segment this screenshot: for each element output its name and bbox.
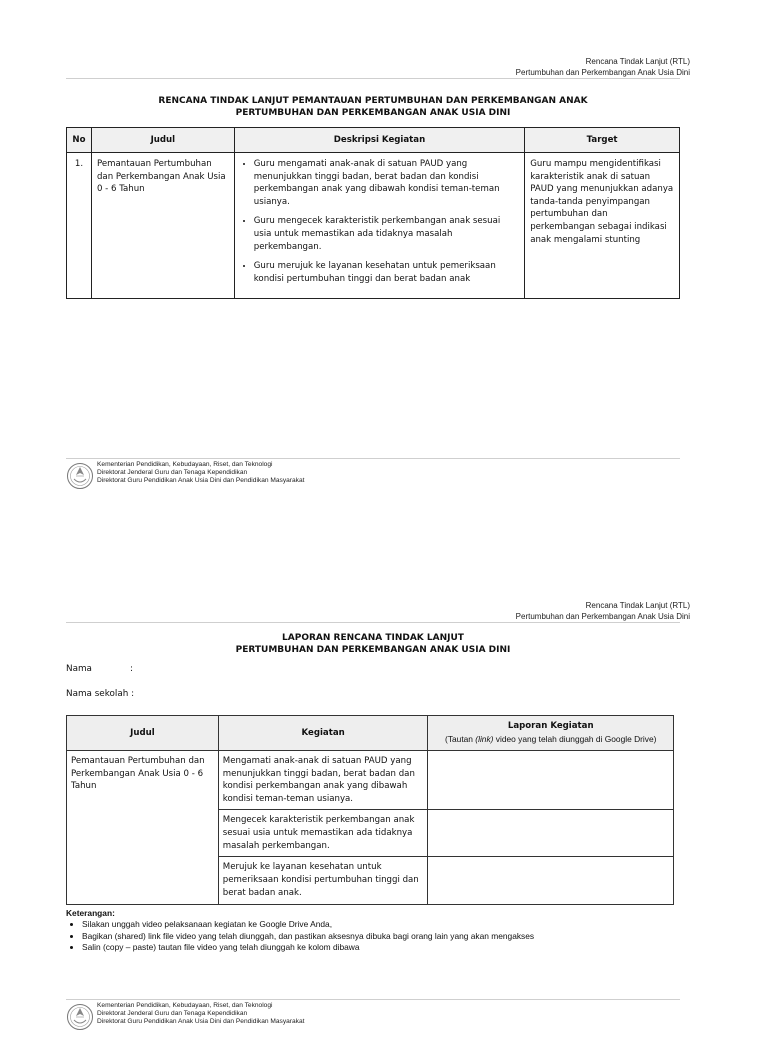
row-judul: Pemantauan Pertumbuhan dan Perkembangan Anak Usia 0 - 6 Tahun: [91, 153, 234, 299]
keterangan-item: • Silakan unggah video pelaksanaan kegiatan ke Google Drive Anda,: [82, 919, 680, 930]
page1-title-line2: PERTUMBUHAN DAN PERKEMBANGAN ANAK USIA DINI: [235, 108, 511, 118]
rtl-table-header-row: [67, 128, 680, 153]
keterangan-label: Keterangan:: [66, 908, 115, 918]
page2-header-line2: Pertumbuhan dan Perkembangan Anak Usia Dini: [515, 612, 690, 621]
footer-line1: Kementerian Pendidikan, Kebudayaan, Riset, dan Teknologi: [97, 1002, 273, 1009]
table-row: [67, 153, 680, 299]
page2-title-line1: LAPORAN RENCANA TINDAK LANJUT: [282, 633, 464, 643]
keterangan-item: • Salin (copy – paste) tautan file video yang telah diunggah ke kolom dibawa: [82, 942, 680, 953]
row-deskripsi: [234, 153, 524, 299]
page1-header-line2: Pertumbuhan dan Perkembangan Anak Usia Dini: [515, 68, 690, 77]
page1-title-line1: RENCANA TINDAK LANJUT PEMANTAUAN PERTUMBUHAN DAN PERKEMBANGAN ANAK: [158, 96, 588, 106]
laporan-link-cell[interactable]: [428, 857, 674, 905]
row-no: 1.: [67, 153, 92, 299]
kegiatan-cell: Mengamati anak-anak di satuan PAUD yang menunjukkan tinggi badan, berat badan dan kondisi perkembangan anak yang dibawah kondisi teman-teman usianya.: [218, 751, 428, 810]
kegiatan-cell: Mengecek karakteristik perkembangan anak sesuai usia untuk memastikan ada tidaknya masalah perkembangan.: [218, 810, 428, 857]
page1-title: [66, 95, 680, 119]
nama-field: [66, 664, 133, 674]
nama-sekolah-field: [66, 689, 134, 699]
page1-header-line1: Rencana Tindak Lanjut (RTL): [585, 57, 690, 66]
tut-wuri-handayani-logo-icon: [66, 1002, 94, 1032]
keterangan-section: [66, 908, 680, 953]
page2-title: [66, 632, 680, 656]
footer-line2: Direktorat Jenderal Guru dan Tenaga Kependidikan: [97, 1010, 248, 1018]
laporan-table-header-row: [67, 716, 674, 751]
page2-title-line2: PERTUMBUHAN DAN PERKEMBANGAN ANAK USIA DINI: [235, 645, 511, 655]
tut-wuri-handayani-logo-icon: [66, 461, 94, 491]
kegiatan-cell: Merujuk ke layanan kesehatan untuk pemeriksaan kondisi pertumbuhan tinggi dan berat badan anak.: [218, 857, 428, 905]
page2-header-rule: [66, 622, 680, 623]
col-header-judul: Judul: [91, 128, 234, 153]
page2-footer: [66, 1002, 680, 1038]
laporan-table: [66, 715, 674, 905]
rtl-table: [66, 127, 680, 299]
col-header-laporan: [428, 716, 674, 751]
laporan-judul: Pemantauan Pertumbuhan dan Perkembangan Anak Usia 0 - 6 Tahun: [67, 751, 219, 905]
page2-footer-rule: [66, 999, 680, 1000]
footer-line1: Kementerian Pendidikan, Kebudayaan, Riset, dan Teknologi: [97, 461, 273, 468]
col-header-kegiatan: Kegiatan: [218, 716, 428, 751]
laporan-link-cell[interactable]: [428, 751, 674, 810]
nama-colon: :: [130, 664, 133, 674]
keterangan-item: • Bagikan (shared) link file video yang telah diunggah, dan pastikan aksesnya dibuka bagi orang lain yang akan mengakses: [82, 931, 680, 942]
table-row: [67, 751, 674, 810]
page1-header-rule: [66, 78, 680, 79]
row-target: Guru mampu mengidentifikasi karakteristik anak di satuan PAUD yang menunjukkan adanya tanda-tanda penyimpangan pertumbuhan dan perkembangan sebagai indikasi anak mengalami stunting: [525, 153, 680, 299]
page1-footer: [66, 461, 680, 497]
nama-sekolah-label: Nama sekolah :: [66, 689, 135, 699]
page2-header-line1: Rencana Tindak Lanjut (RTL): [585, 601, 690, 610]
footer-line3: Direktorat Guru Pendidikan Anak Usia Dini dan Pendidikan Masyarakat: [97, 477, 305, 485]
page1-footer-rule: [66, 458, 680, 459]
col-header-no: No: [67, 128, 92, 153]
laporan-header-title: Laporan Kegiatan: [507, 721, 594, 732]
nama-label: Nama: [66, 664, 92, 674]
laporan-header-subtitle: (Tautan (link) video yang telah diunggah di Google Drive): [445, 734, 657, 744]
laporan-link-cell[interactable]: [428, 810, 674, 857]
page2-header: [516, 600, 690, 622]
footer-line3: Direktorat Guru Pendidikan Anak Usia Dini dan Pendidikan Masyarakat: [97, 1018, 305, 1026]
deskripsi-item: • Guru mengecek karakteristik perkembangan anak sesuai usia untuk memastikan ada tidaknya masalah perkembangan.: [254, 215, 519, 253]
col-header-deskripsi: Deskripsi Kegiatan: [234, 128, 524, 153]
col-header-target: Target: [525, 128, 680, 153]
deskripsi-item: • Guru mengamati anak-anak di satuan PAUD yang menunjukkan tinggi badan, berat badan dan kondisi perkembangan anak yang dibawah kondisi teman-teman usianya.: [254, 158, 519, 208]
deskripsi-item: • Guru merujuk ke layanan kesehatan untuk pemeriksaan kondisi pertumbuhan tinggi dan berat badan anak: [254, 260, 519, 285]
page1-header: [516, 56, 690, 78]
col-header-judul: Judul: [67, 716, 219, 751]
footer-line2: Direktorat Jenderal Guru dan Tenaga Kependidikan: [97, 469, 248, 477]
